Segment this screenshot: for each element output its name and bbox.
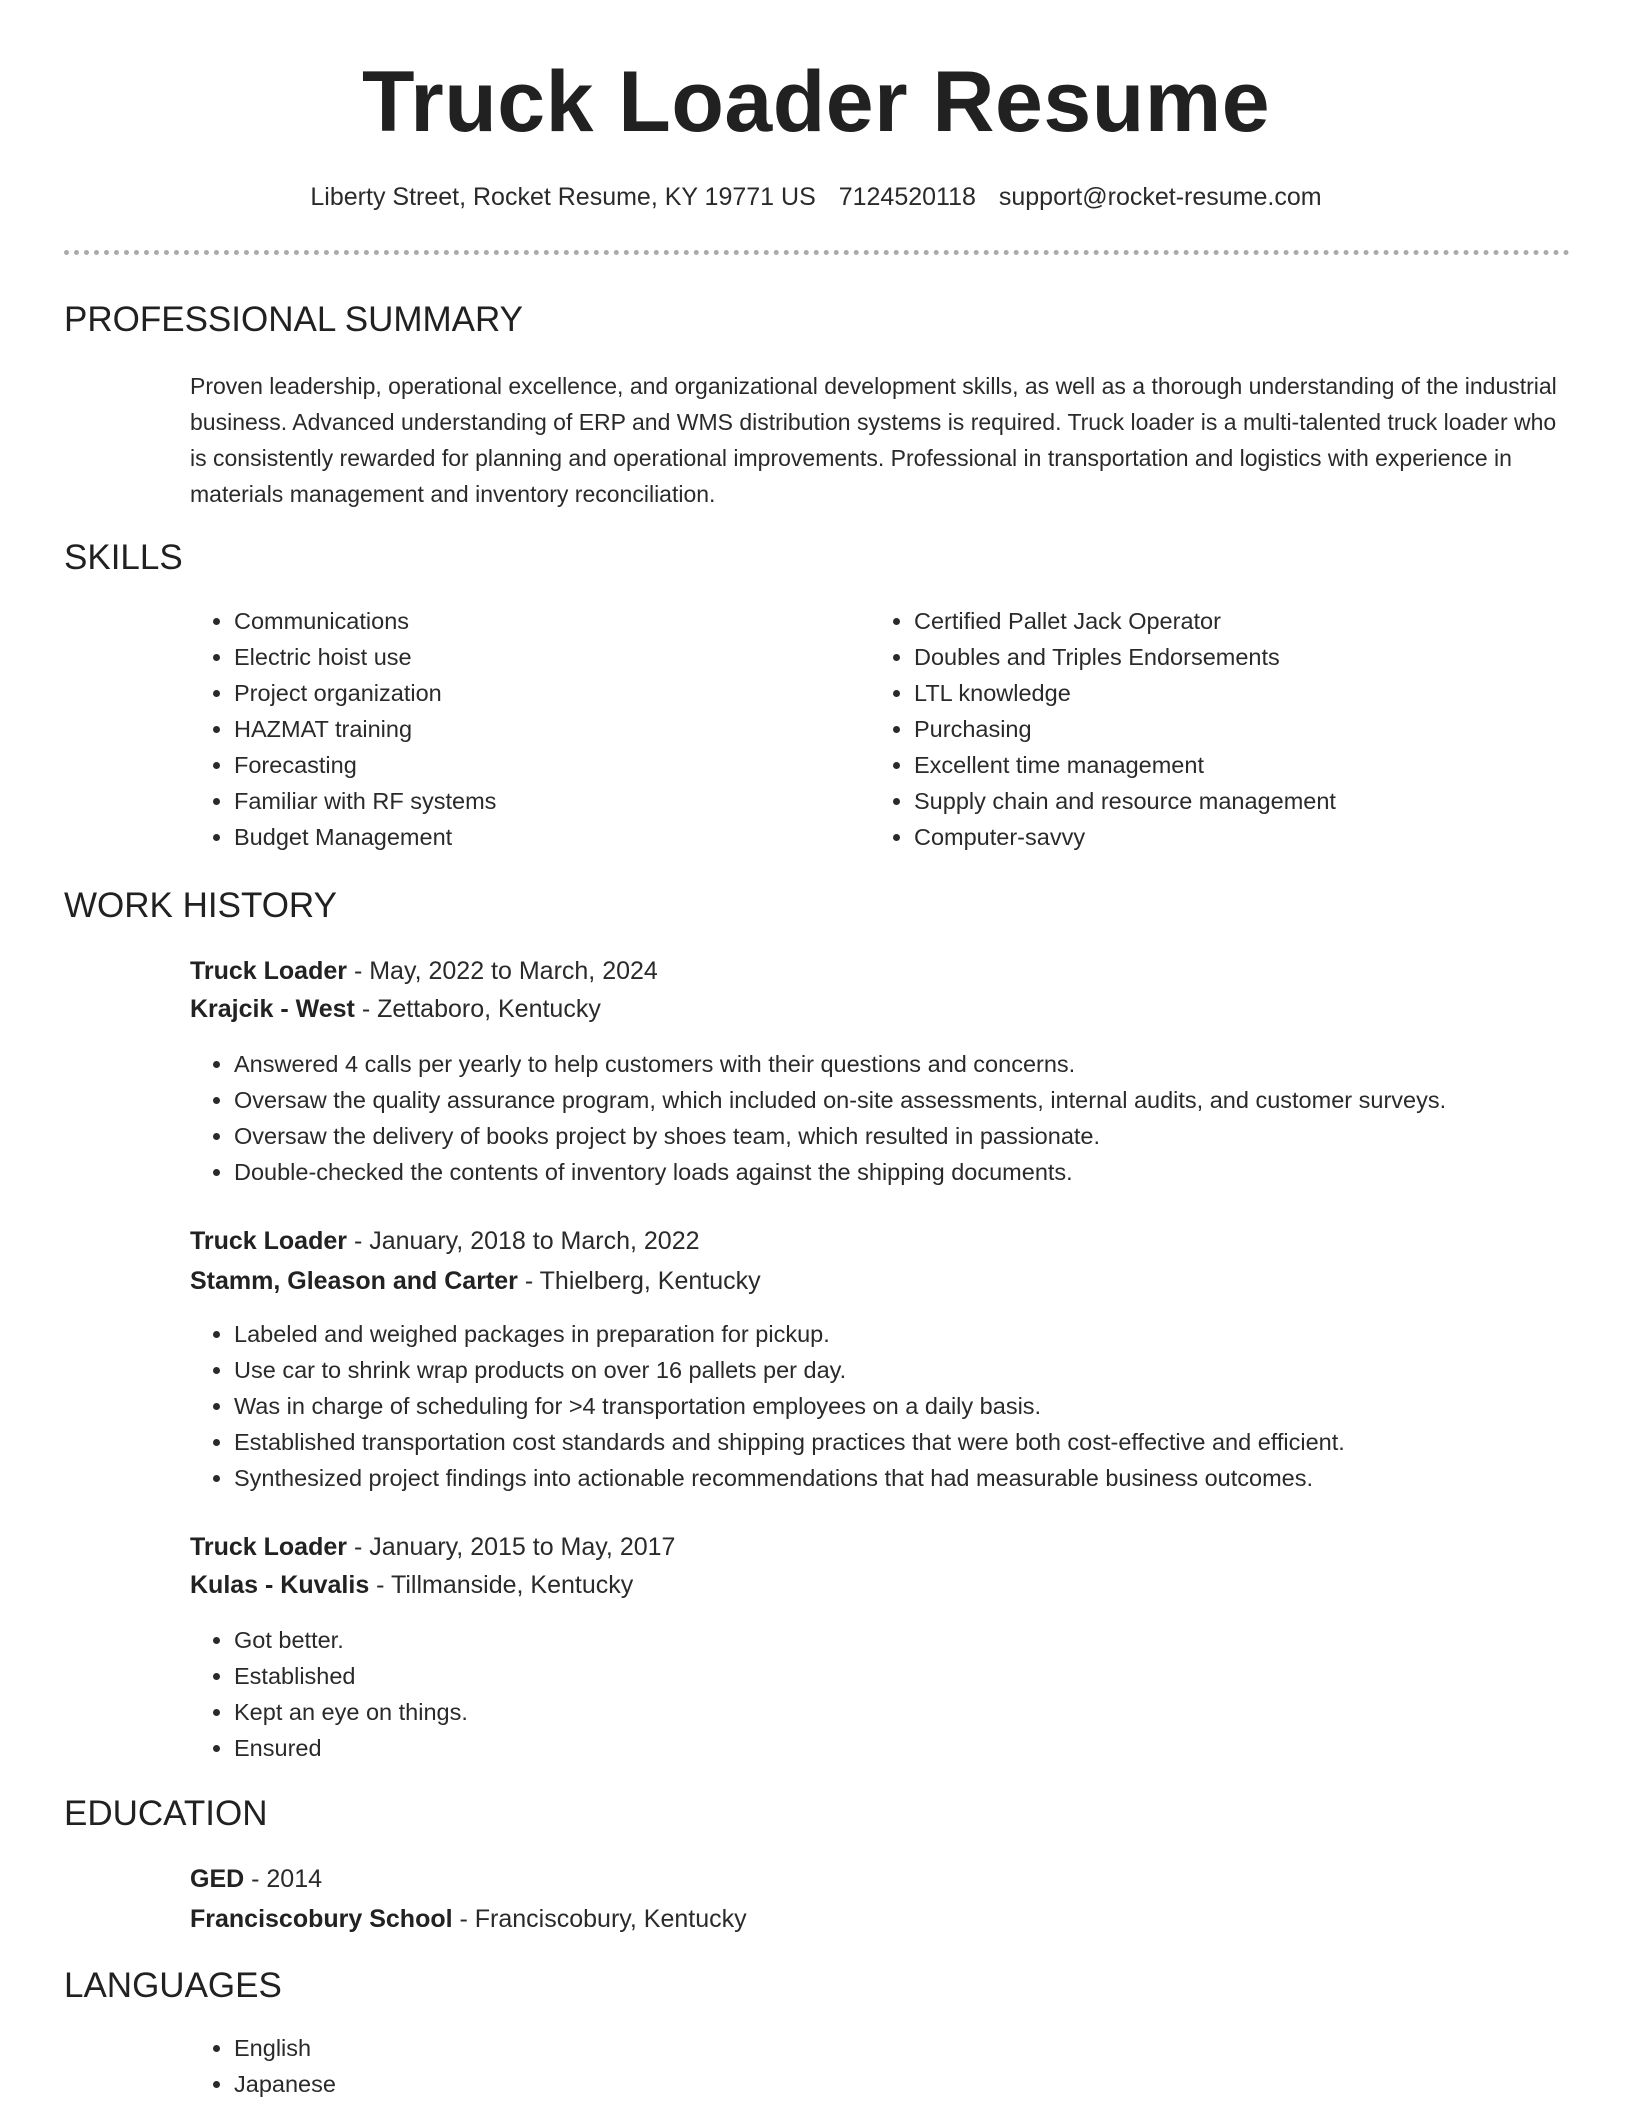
skill-item: • Electric hoist use	[234, 639, 830, 675]
skill-item: • Project organization	[234, 675, 830, 711]
job-title-line: Truck Loader - January, 2018 to March, 2022	[190, 1227, 700, 1255]
skill-item: • LTL knowledge	[914, 675, 1570, 711]
job-title: Truck Loader	[190, 1227, 347, 1255]
skills-left-column	[190, 603, 830, 855]
contact-address: Liberty Street, Rocket Resume, KY 19771 US	[310, 183, 816, 211]
job-location: Tillmanside, Kentucky	[391, 1571, 634, 1599]
job-bullet: • Oversaw the quality assurance program, which included on-site assessments, internal audits, and customer surveys.	[234, 1082, 1570, 1118]
summary-heading: PROFESSIONAL SUMMARY	[64, 300, 523, 339]
header-divider	[64, 250, 1570, 255]
job-bullet: • Established transportation cost standards and shipping practices that were both cost-effective and efficient.	[234, 1424, 1570, 1460]
contact-line	[0, 180, 1632, 214]
job-location: Zettaboro, Kentucky	[377, 995, 601, 1023]
job-bullet: • Labeled and weighed packages in preparation for pickup.	[234, 1316, 1570, 1352]
skills-right-column	[870, 603, 1570, 855]
skill-item: • Communications	[234, 603, 830, 639]
job-bullet: • Synthesized project findings into actionable recommendations that had measurable business outcomes.	[234, 1460, 1570, 1496]
language-item: • English	[234, 2030, 1570, 2066]
job-bullets	[190, 1622, 1570, 1766]
job-company: Kulas - Kuvalis	[190, 1571, 370, 1599]
education-location: Franciscobury, Kentucky	[474, 1905, 747, 1933]
job-dates: January, 2015 to May, 2017	[369, 1533, 676, 1561]
work-heading: WORK HISTORY	[64, 886, 337, 925]
languages-heading: LANGUAGES	[64, 1966, 282, 2005]
skill-item: • HAZMAT training	[234, 711, 830, 747]
job-company: Krajcik - West	[190, 995, 355, 1023]
education-degree: GED	[190, 1865, 245, 1893]
job-title: Truck Loader	[190, 957, 347, 985]
job-title-line: Truck Loader - January, 2015 to May, 2017	[190, 1533, 676, 1561]
skill-item: • Certified Pallet Jack Operator	[914, 603, 1570, 639]
job-company-line: Krajcik - West - Zettaboro, Kentucky	[190, 995, 601, 1023]
job-bullet: • Was in charge of scheduling for >4 transportation employees on a daily basis.	[234, 1388, 1570, 1424]
skills-right-list	[870, 603, 1570, 855]
job-title-line: Truck Loader - May, 2022 to March, 2024	[190, 957, 658, 985]
job-bullets	[190, 1316, 1570, 1496]
job-bullet: • Double-checked the contents of inventory loads against the shipping documents.	[234, 1154, 1570, 1190]
job-company-line: Kulas - Kuvalis - Tillmanside, Kentucky	[190, 1571, 634, 1599]
skill-item: • Forecasting	[234, 747, 830, 783]
skill-item: • Doubles and Triples Endorsements	[914, 639, 1570, 675]
job-title: Truck Loader	[190, 1533, 347, 1561]
job-bullet: • Answered 4 calls per yearly to help customers with their questions and concerns.	[234, 1046, 1570, 1082]
skill-item: • Purchasing	[914, 711, 1570, 747]
contact-phone: 7124520118	[838, 183, 976, 211]
job-bullet: • Oversaw the delivery of books project by shoes team, which resulted in passionate.	[234, 1118, 1570, 1154]
skills-left-list	[190, 603, 830, 855]
job-bullet: • Ensured	[234, 1730, 1570, 1766]
job-bullets	[190, 1046, 1570, 1190]
job-dates: January, 2018 to March, 2022	[369, 1227, 700, 1255]
job-dates: May, 2022 to March, 2024	[369, 957, 658, 985]
skill-item: • Excellent time management	[914, 747, 1570, 783]
skill-item: • Supply chain and resource management	[914, 783, 1570, 819]
skills-heading: SKILLS	[64, 538, 183, 577]
skill-item: • Budget Management	[234, 819, 830, 855]
languages-list	[190, 2030, 1570, 2102]
job-bullet: • Got better.	[234, 1622, 1570, 1658]
job-location: Thielberg, Kentucky	[539, 1267, 761, 1295]
skill-item: • Familiar with RF systems	[234, 783, 830, 819]
language-item: • Japanese	[234, 2066, 1570, 2102]
education-degree-line: GED - 2014	[190, 1865, 323, 1893]
job-bullet: • Use car to shrink wrap products on over 16 pallets per day.	[234, 1352, 1570, 1388]
job-company: Stamm, Gleason and Carter	[190, 1267, 518, 1295]
education-heading: EDUCATION	[64, 1794, 268, 1833]
job-company-line: Stamm, Gleason and Carter - Thielberg, Kentucky	[190, 1267, 761, 1295]
job-bullet: • Established	[234, 1658, 1570, 1694]
job-bullet: • Kept an eye on things.	[234, 1694, 1570, 1730]
contact-email[interactable]: support@rocket-resume.com	[998, 183, 1322, 211]
education-school-line: Franciscobury School - Franciscobury, Kentucky	[190, 1905, 747, 1933]
education-year: 2014	[266, 1865, 323, 1893]
education-school: Franciscobury School	[190, 1905, 453, 1933]
resume-title: Truck Loader Resume	[361, 54, 1271, 150]
skill-item: • Computer-savvy	[914, 819, 1570, 855]
summary-text: Proven leadership, operational excellence, and organizational development skills, as well as a thorough understanding of the industrial business. Advanced understanding of ERP and WMS distribution systems is required. Truck loader is a multi-talented truck loader who is consistently rewarded for planning and operational improvements. Professional in transportation and logistics with experience in materials management and inventory reconciliation.	[190, 373, 1557, 507]
